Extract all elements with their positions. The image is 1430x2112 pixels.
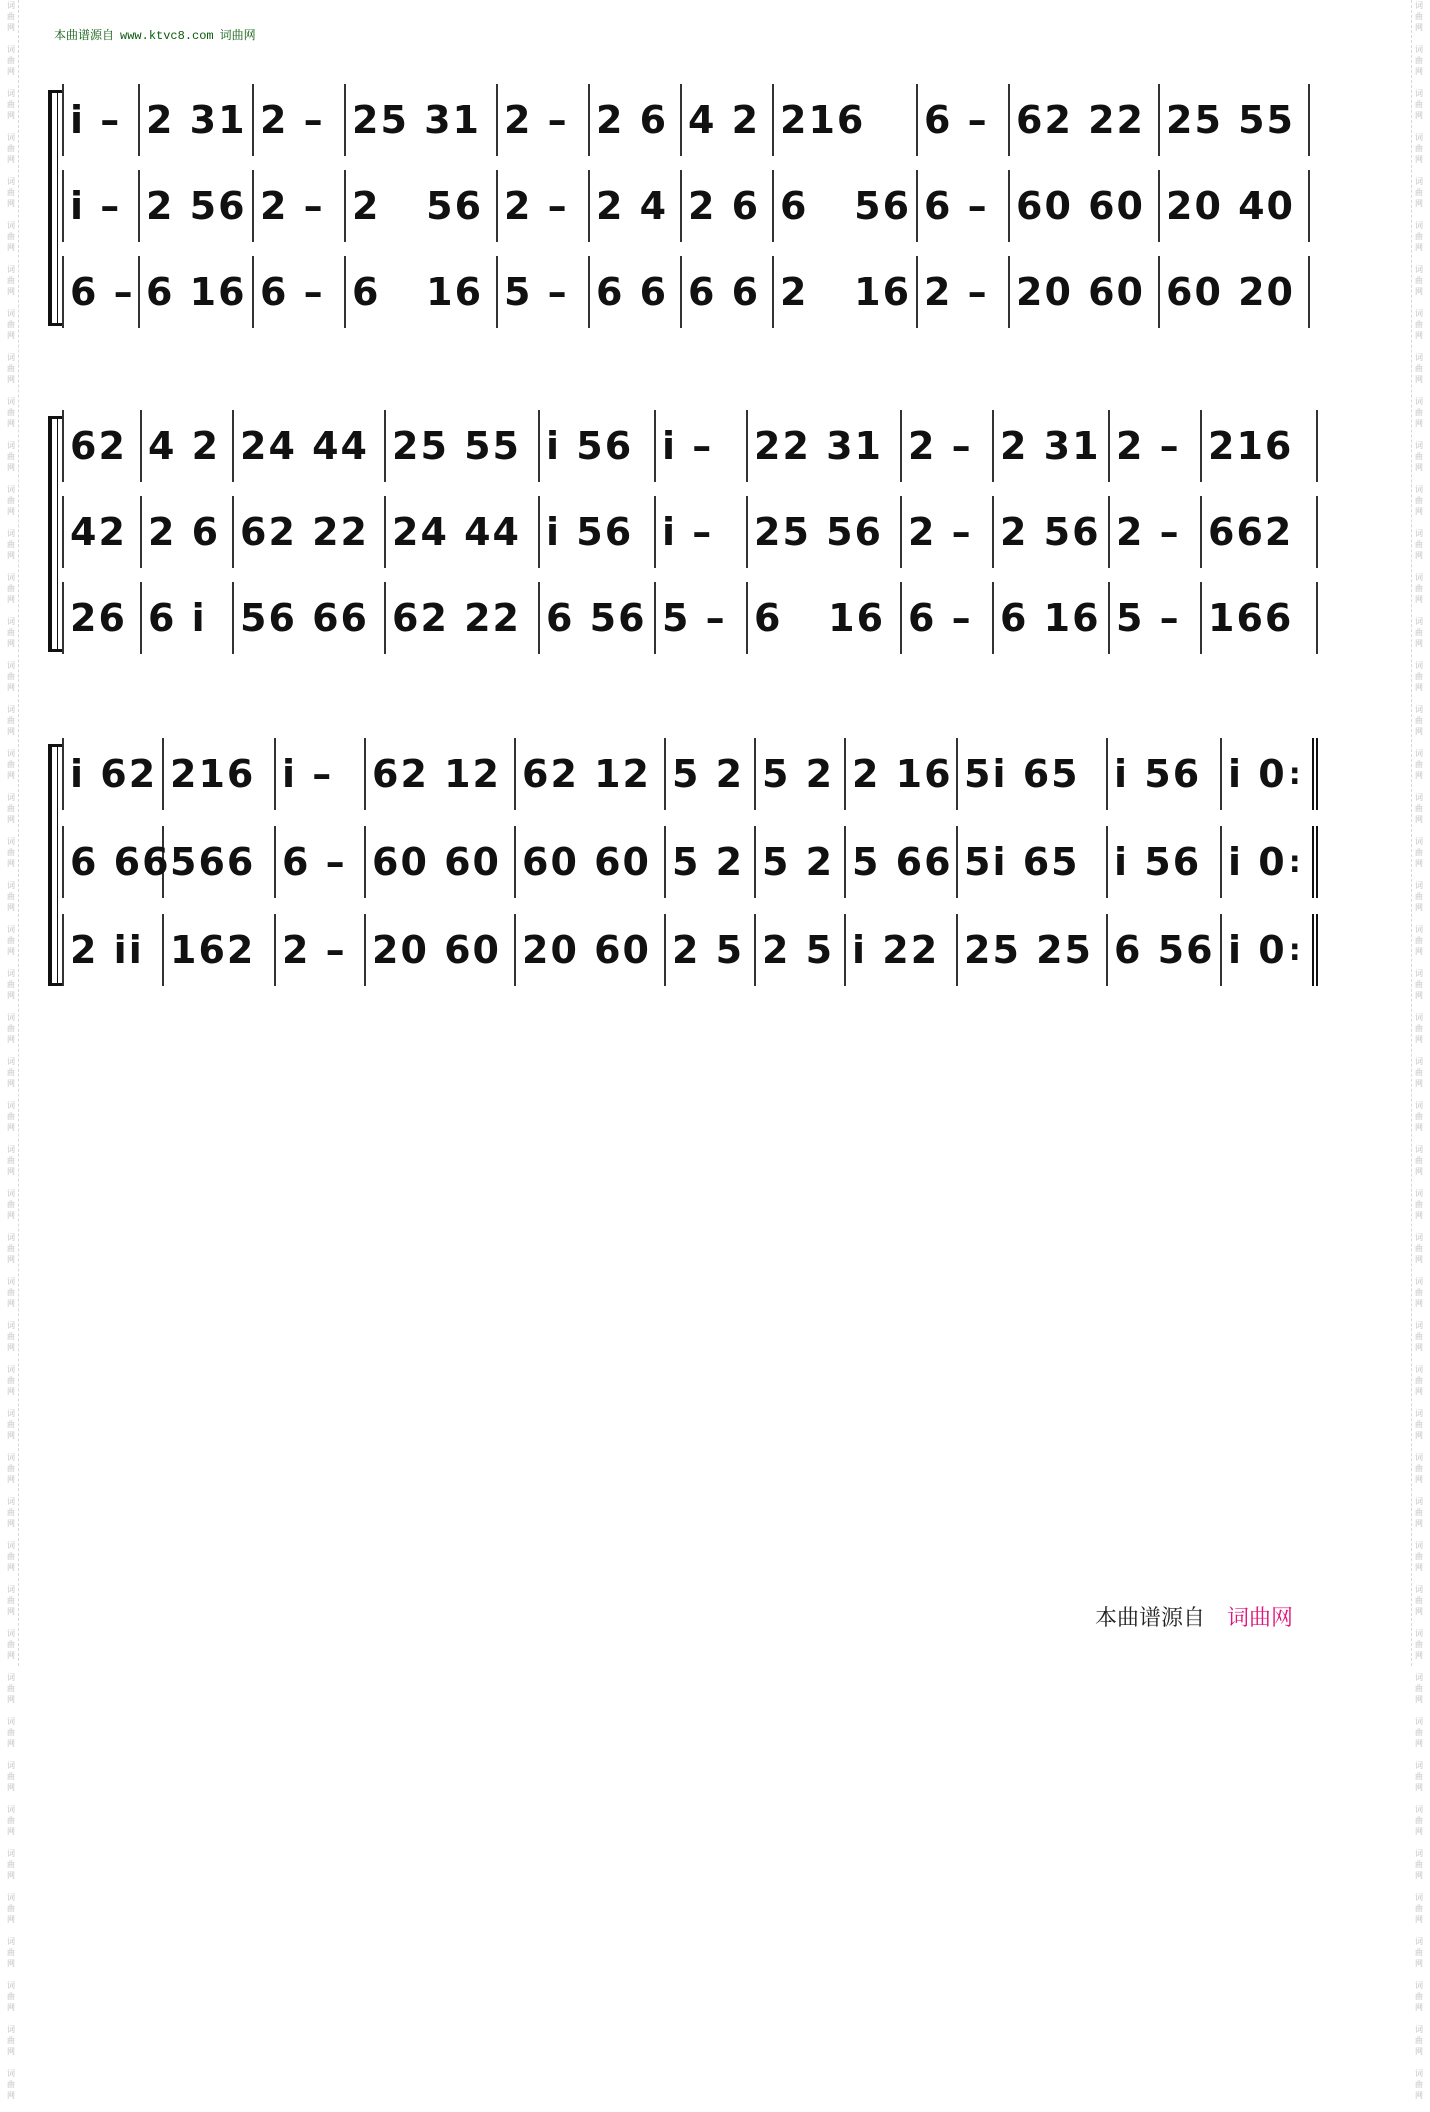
score-measure: 2 ii [64,914,164,986]
left-watermark-strip: 词 曲 网 词 曲 网 词 曲 网 词 曲 网 词 曲 网 词 曲 网 词 曲 网 词 曲 网 词 曲 网 词 曲 网 词 曲 网 词 曲 网 词 曲 网 词 曲 网 词 曲 网 词 曲 网 词 曲 网 词 曲 网 词 曲 网 词 曲 网 词 曲 网 词 曲 网 词 曲 网 词 曲 网 词 曲 网 词 曲 网 词 曲 网 词 曲 网 词 曲 网 词 曲 网 词 曲 网 词 曲 网 词 曲 网 词 曲 网 词 曲 网 词 曲 网 词 曲 网 词 曲 网 词 曲 网 词 曲 网 词 曲 网 词 曲 网 词 曲 网 词 曲 网 词 曲 网 词 曲 网 词 曲 网 词 曲 网 [4,0,19,1666]
score-measure: 5 – [498,256,590,328]
score-measure: i 0 : [1222,914,1318,986]
score-measure: 25 31 [346,84,498,156]
score-measure: 216 [164,738,276,810]
score-measure: 2 – [902,496,994,568]
score-measure: 25 56 [748,496,902,568]
score-measure: 5 66 [846,826,958,898]
staff-row [62,256,1310,328]
score-measure: 662 [1202,496,1318,568]
score-measure: 6 16 [994,582,1110,654]
score-measure: 166 [1202,582,1318,654]
score-measure: 6 – [918,170,1010,242]
score-measure: 6 – [64,256,140,328]
score-measure: 6 56 [540,582,656,654]
staff-row [62,582,1318,654]
score-measure: 2 6 [590,84,682,156]
score-measure: 5 – [1110,582,1202,654]
score-measure: 2 56 [994,496,1110,568]
score-measure: 60 60 [1010,170,1160,242]
score-measure: i 0 : [1222,826,1318,898]
score-measure: 6 16 [748,582,902,654]
score-measure: 20 60 [516,914,666,986]
score-measure: 2 – [254,170,346,242]
score-measure: i 0 : [1222,738,1318,810]
score-measure: 6 56 [774,170,918,242]
score-measure: 566 [164,826,276,898]
score-measure: i – [276,738,366,810]
staff-row [62,170,1310,242]
score-measure: 2 – [254,84,346,156]
score-measure: 4 2 [682,84,774,156]
footer-prefix: 本曲谱源自 [1094,1605,1205,1630]
score-measure: 2 5 [666,914,756,986]
score-measure: 60 20 [1160,256,1310,328]
score-measure: 24 44 [386,496,540,568]
staff-row [62,738,1318,810]
score-measure: 6 – [902,582,994,654]
header-prefix: 本曲谱源自 [54,28,115,42]
score-measure: 216 [774,84,918,156]
score-measure: i 62 [64,738,164,810]
score-measure: 20 60 [1010,256,1160,328]
score-measure: 5i 65 [958,738,1108,810]
header-url[interactable]: www.ktvc8.com [120,29,214,43]
score-measure: 6 – [918,84,1010,156]
score-measure: 6 16 [140,256,254,328]
score-measure: 2 31 [140,84,254,156]
header-site: 词曲网 [219,28,256,42]
score-measure: 6 i [142,582,234,654]
score-measure: 62 22 [1010,84,1160,156]
score-measure: 2 – [902,410,994,482]
score-measure: 4 2 [142,410,234,482]
score-measure: 2 – [276,914,366,986]
score-measure: 60 60 [366,826,516,898]
score-measure: i 56 [1108,738,1222,810]
score-measure: 2 – [1110,496,1202,568]
score-measure: 2 – [498,170,590,242]
score-measure: 62 12 [516,738,666,810]
score-measure: 62 [64,410,142,482]
score-measure: 25 55 [386,410,540,482]
score-measure: 5 2 [666,826,756,898]
score-measure: i 22 [846,914,958,986]
score-measure: i – [656,496,748,568]
score-measure: 6 – [276,826,366,898]
score-measure: 2 5 [756,914,846,986]
score-measure: 2 – [498,84,590,156]
header-source-line [54,26,256,43]
score-measure: 24 44 [234,410,386,482]
score-measure: 216 [1202,410,1318,482]
score-measure: 26 [64,582,142,654]
score-measure: i 56 [1108,826,1222,898]
staff-row [62,914,1318,986]
system-bracket [48,90,52,326]
score-measure: 2 – [1110,410,1202,482]
score-measure: 62 22 [234,496,386,568]
score-measure: 25 25 [958,914,1108,986]
score-measure: i – [64,170,140,242]
score-measure: 162 [164,914,276,986]
score-measure: 6 6 [590,256,682,328]
score-measure: 60 60 [516,826,666,898]
score-measure: 2 56 [140,170,254,242]
score-measure: i – [656,410,748,482]
system-bracket [48,416,52,652]
score-measure: 20 40 [1160,170,1310,242]
score-measure: 2 – [918,256,1010,328]
staff-row [62,496,1318,568]
score-measure: 2 16 [846,738,958,810]
score-measure: 62 12 [366,738,516,810]
score-measure: 6 – [254,256,346,328]
system-bracket [48,744,52,986]
score-measure: 5i 65 [958,826,1108,898]
score-measure: 56 66 [234,582,386,654]
score-measure: i 56 [540,496,656,568]
score-measure: 20 60 [366,914,516,986]
score-measure: i 56 [540,410,656,482]
score-measure: 2 4 [590,170,682,242]
staff-row [62,826,1318,898]
score-measure: 42 [64,496,142,568]
score-measure: 5 – [656,582,748,654]
score-measure: 6 6 [682,256,774,328]
score-measure: 2 6 [682,170,774,242]
score-measure: 2 6 [142,496,234,568]
score-measure: 2 31 [994,410,1110,482]
score-measure: 6 66 [64,826,164,898]
right-watermark-strip: 词 曲 网 词 曲 网 词 曲 网 词 曲 网 词 曲 网 词 曲 网 词 曲 网 词 曲 网 词 曲 网 词 曲 网 词 曲 网 词 曲 网 词 曲 网 词 曲 网 词 曲 网 词 曲 网 词 曲 网 词 曲 网 词 曲 网 词 曲 网 词 曲 网 词 曲 网 词 曲 网 词 曲 网 词 曲 网 词 曲 网 词 曲 网 词 曲 网 词 曲 网 词 曲 网 词 曲 网 词 曲 网 词 曲 网 词 曲 网 词 曲 网 词 曲 网 词 曲 网 词 曲 网 词 曲 网 词 曲 网 词 曲 网 词 曲 网 词 曲 网 词 曲 网 词 曲 网 词 曲 网 词 曲 网 词 曲 网 [1411,0,1426,1666]
score-measure: 6 16 [346,256,498,328]
score-measure: 5 2 [756,738,846,810]
score-measure: 25 55 [1160,84,1310,156]
staff-row [62,84,1310,156]
footer-source-line [1095,1601,1293,1632]
score-measure: 22 31 [748,410,902,482]
score-measure: 2 16 [774,256,918,328]
score-measure: i – [64,84,140,156]
footer-site-link[interactable]: 词曲网 [1226,1605,1293,1630]
score-measure: 5 2 [666,738,756,810]
score-measure: 6 56 [1108,914,1222,986]
score-measure: 62 22 [386,582,540,654]
score-measure: 5 2 [756,826,846,898]
score-measure: 2 56 [346,170,498,242]
staff-row [62,410,1318,482]
